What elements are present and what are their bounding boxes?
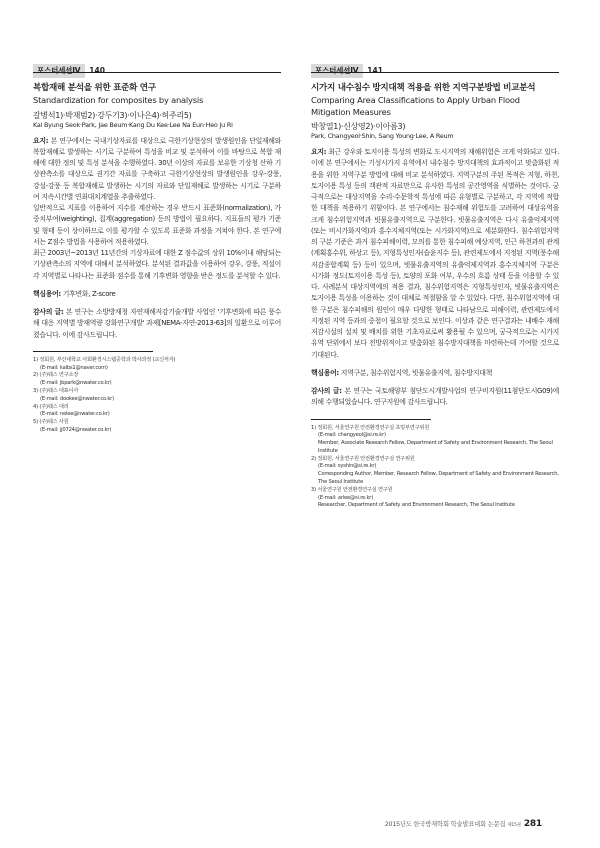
authors-english: Kal Byung Seok·Park, Jae Beum·Kang Du Kee·Lee Na Eun·Heo Ju Ri bbox=[33, 120, 233, 129]
footnote-rule bbox=[311, 419, 431, 420]
page-footer bbox=[385, 819, 542, 829]
section-number: 140 bbox=[89, 66, 105, 75]
authors-korean: 박창열1)·신상영2)·이아름3) bbox=[311, 122, 406, 131]
abstract-label: 요지: bbox=[311, 148, 327, 156]
footnote-rule bbox=[33, 351, 153, 352]
abstract bbox=[33, 136, 281, 341]
abstract-paragraph-1: 본 연구에서는 국내기상자료를 대상으로 극한기상현상의 발생원인을 단일재해와 복합재해로 발생하는 시기로 구분하여 특성을 비교 및 분석하여 이를 바탕으로 복합 재해에 대한 정의 및 특성 분석을 수행하였다. 30년 이상의 자료를 보유한 기상청 산하 기상관측소를 대상으로 권기간 자료를 구축하고 극한기상현상의 발생원인을 강우-강풍, 강설-강풍 등 복합재해로 발생하는 시기의 자료와 단일재해로 발생하는 시기로 구분하여 지속시간별 연최대치계열을 추출하였다. bbox=[33, 136, 281, 201]
keywords: 기후변화, Z-score bbox=[62, 289, 116, 298]
header-rule bbox=[311, 72, 559, 73]
footnotes bbox=[311, 425, 559, 511]
footnote-1: 1) 정회원, 서울연구원 안전환경연구실 초빙부연구위원 (E-mail: changyeol@si.re.kr) Member, Associate Research Fellow, Department of Safety and Environment Research, The Seoul Institute bbox=[311, 424, 553, 454]
footnote-4: 4) (주)웨스 대리 (E-mail: nelee@nwater.co.kr) bbox=[33, 403, 110, 418]
header-rule bbox=[33, 72, 281, 73]
volume-mark: 제15권 bbox=[507, 823, 521, 828]
authors-korean: 갈병석1)·박재범2)·강두기3)·이나은4)·허주리5) bbox=[33, 110, 192, 120]
authors-english: Park, Changyeol·Shin, Sang Young·Lee, A Reum bbox=[311, 132, 454, 140]
keywords: 지역구분, 침수위험지역, 빗물유출지역, 침수방지대책 bbox=[340, 368, 492, 377]
paper-141 bbox=[311, 58, 559, 510]
abstract-paragraph-2: 일반적으로 지표를 이용하여 지수를 계산하는 경우 반드시 표준화(normalization), 가중치부여(weighting), 집계(aggregation) 등의 방법이 필요하다. 지표들의 평가 기준 및 형태 등이 상이하므로 이를 평가할 수 있도록 표준화 과정을 거쳐야 한다. 본 연구에서는 Z점수 방법을 사용하여 적용하였다. bbox=[33, 204, 281, 246]
acknowledgement: 본 연구는 소방방재청 자연재해저감기술개발 사업인 '기후변화에 따른 풍수해 대응 지역별 방재역량 강화연구개발' 과제[NEMA-자연-2013-63]의 일환으로 이루어졌습니다. 이에 감사드립니다. bbox=[33, 308, 282, 339]
abstract bbox=[311, 147, 559, 409]
abstract-paragraph-3: 최근 2003년~2013년 11년간의 기상자료에 대한 Z 점수값의 상위 10%이내 해당되는 기상관측소의 지역에 대해서 분석하였다. 분석된 결과값을 이용하여 강우, 강풍, 적설이 각 지역별로 나타나는 표준화 점수를 통해 기후변화 영향을 받은 정도를 분석할 수 있다. bbox=[33, 249, 281, 280]
section-tag: 포스터세션Ⅳ bbox=[311, 64, 363, 78]
footnote-1: 1) 정회원, 부산대학교 사회환경시스템공학과 박사과정 (교신저자) (E-mail: kalbs1@naver.com) bbox=[33, 356, 176, 371]
keywords-label: 핵심용어: bbox=[311, 368, 339, 377]
page-number: 281 bbox=[523, 819, 542, 829]
section-header bbox=[311, 58, 559, 73]
acknowledgement: 본 연구는 국토해양부 첨단도시개발사업의 연구비지원(11첨단도시G09)에 의해 수행되었습니다. 연구지원에 감사드립니다. bbox=[311, 387, 559, 407]
title-korean: 복합재해 분석을 위한 표준화 연구 bbox=[33, 83, 156, 93]
acknowledgement-label: 감사의 글: bbox=[311, 387, 342, 395]
abstract-label: 요지: bbox=[33, 136, 49, 145]
keywords-label: 핵심용어: bbox=[33, 289, 61, 298]
title-english: Comparing Area Classifications to Apply Urban Flood Mitigation Measures bbox=[311, 95, 520, 117]
section-tag: 포스터세션Ⅳ bbox=[33, 64, 85, 78]
journal-name: 2015년도 한국방재학회 학술발표대회 논문집 bbox=[384, 821, 508, 828]
acknowledgement-label: 감사의 글: bbox=[33, 308, 64, 316]
section-number: 141 bbox=[367, 66, 383, 75]
footnote-5: 5) (주)웨스 사원 (E-mail: jj0724@nwater.co.kr) bbox=[33, 419, 112, 433]
abstract-text: 최근 강우와 토지이용 특성의 변화로 도시지역의 재해위험은 크게 악화되고 있다. 이에 본 연구에서는 기성시가지 유역에서 내수침수 방지대책의 효과적이고 맞춤화된 적용을 위한 지역구분 방법에 대해 비교 분석하였다. 지역구분의 주된 목적은 지형, 하천, 토지이용 특성 등의 객관적 자료만으로 유사한 특성의 공간영역을 식별하는 것이다. 궁극적으로는 대상지역을 수리·수문학적 특성에 따른 유형별로 구분하고, 각 지역에 적합한 대책을 적용하기 위함이다. 본 연구에서는 침수재해 위험도를 고려하여 대상유역을 크게 침수위험지역과 빗물유출지역으로 구분한다. 빗물유출지역은 다시 유출억제지역(또는 비시가화지역)과 홍수지체지역(또는 시가화지역)으로 세분화한다. 침수위험지역의 구분 기준은 과거 침수피해이력, 모의를 통한 침수피해 예상지역, 인근 하천과의 관계(계획홍수위, 하상고 등), 지형특성인자(습윤지수 등), 관련제도에서 지정된 지역(풍수해저감종합계획 등) 등이 있으며, 빗물유출지역의 유출억제지역과 홍수지체지역 구분은 시가화 정도(토지이용 특성 등), 토양의 포화 여부, 우수의 흐름 상태 등을 이용할 수 있다. 사례분석 대상지역에의 적용 결과, 침수위험지역은 지형특성인자, 빗물유출지역은 토지이용 특성을 이용하는 것이 대체로 적절함을 알 수 있었다. 다만, 침수위험지역에 대한 구분은 침수피해의 원인이 매우 다양한 형태로 나타남으로 피해이력, 관련제도에서 지정된 지역 등과의 중첩이 필요할 것으로 보인다. 이상과 같은 연구결과는 내배수 재해저감시설의 설치 및 배치를 위한 기초자료로써 활용될 수 있으며, 궁극적으로는 시가지유역 단위에서 보다 전방위적이고 맞춤화된 침수방지대책을 마련하는데 기여할 것으로 기대된다. bbox=[311, 148, 559, 359]
paper-140 bbox=[33, 58, 281, 435]
section-header bbox=[33, 58, 281, 73]
footnote-2: 2) (주)웨스 연구소장 (E-mail: jbpark@nwater.co.kr) bbox=[33, 372, 112, 387]
footnote-2: 2) 정회원, 서울연구원 안전환경연구실 연구위원 (E-mail: syshin@si.re.kr) Corresponding Author, Member, Research Fellow, Department of Safety and Environment Research, The Seoul Institute bbox=[311, 455, 559, 486]
footnote-3: 3) 서울연구원 안전환경연구실 연구원 (E-mail: arlee@si.re.kr) Researcher, Department of Safety and Environment Research, The Seoul Institute bbox=[311, 486, 515, 509]
footnotes bbox=[33, 357, 281, 435]
title-english: Standardization for composites by analysis bbox=[33, 95, 204, 105]
title-korean: 시가지 내수침수 방지대책 적용을 위한 지역구분방법 비교분석 bbox=[311, 83, 536, 93]
footnote-3: 3) (주)웨스 대표이사 (E-mail: dookee@nwater.co.kr) bbox=[33, 387, 114, 402]
